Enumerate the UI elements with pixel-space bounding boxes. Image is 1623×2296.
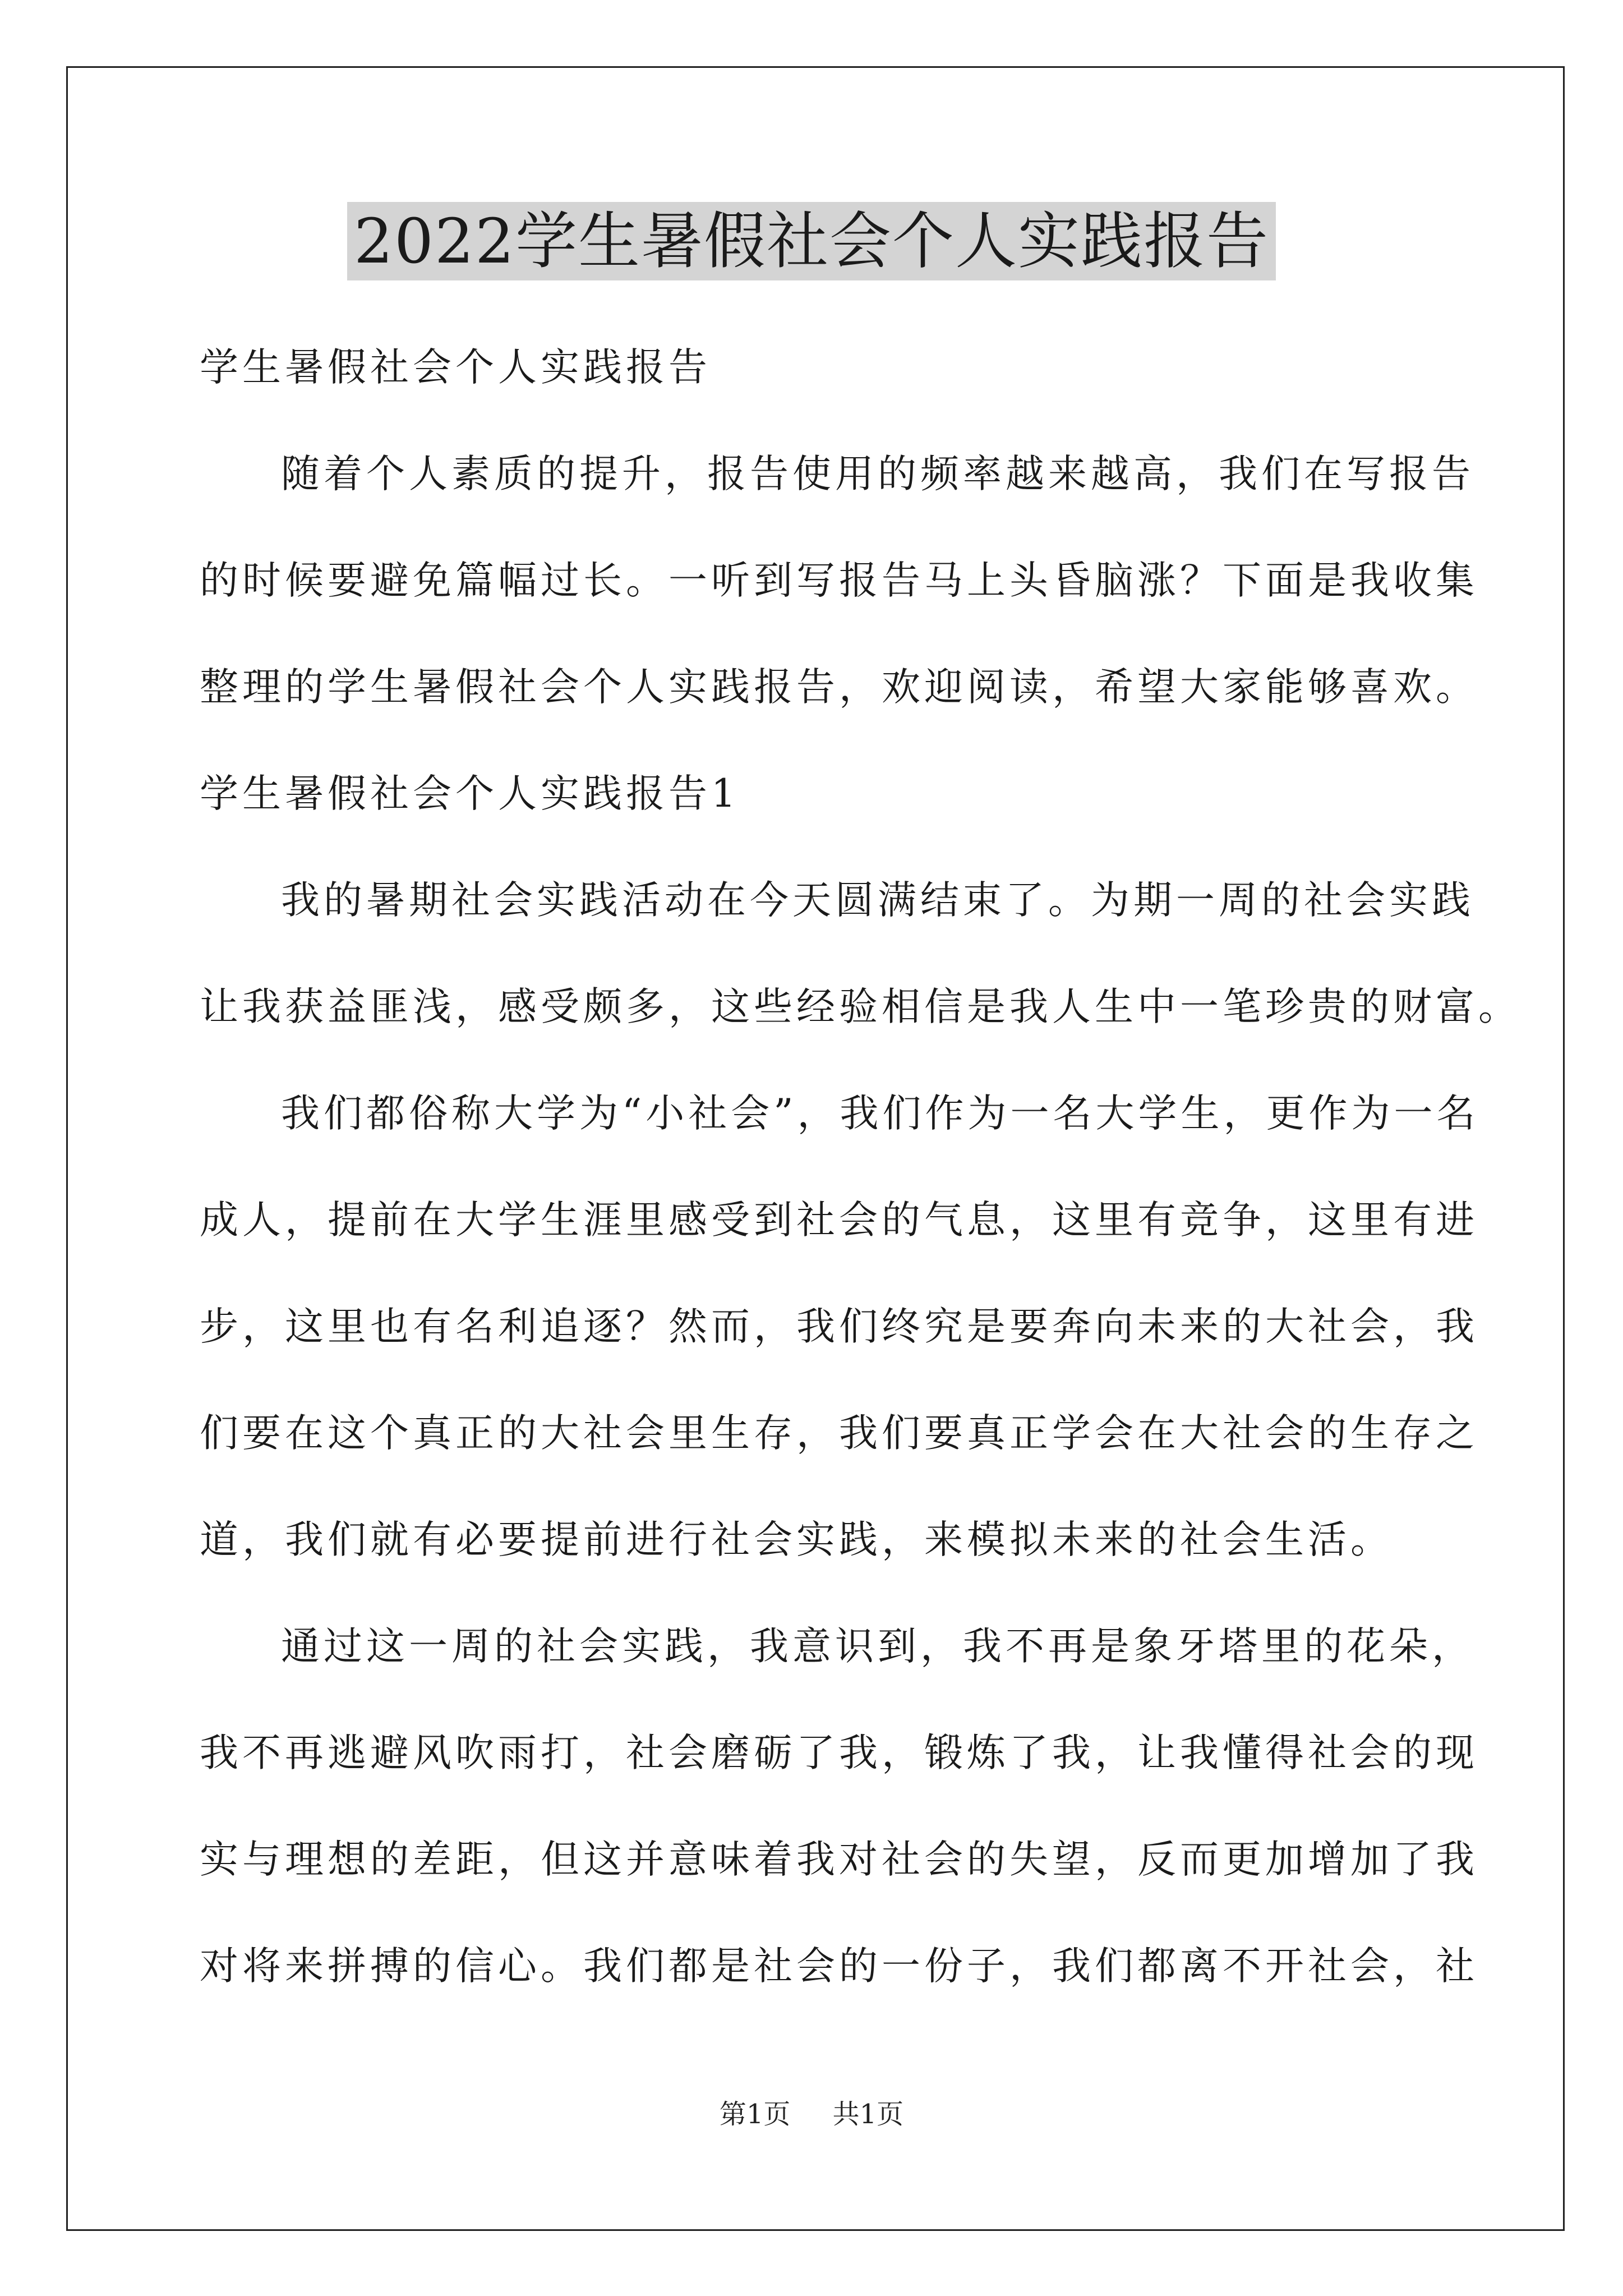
text-line: 道，我们就有必要提前进行社会实践，来模拟未来的社会生活。 — [200, 1517, 1393, 1562]
text-line: 让我获益匪浅，感受颇多，这些经验相信是我人生中一笔珍贵的财富。 — [200, 984, 1521, 1029]
text-line: 通过这一周的社会实践，我意识到，我不再是象牙塔里的花朵， — [281, 1624, 1474, 1669]
page-number-total: 共1页 — [832, 2099, 904, 2130]
text-line: 实与理想的差距，但这并意味着我对社会的失望，反而更加增加了我 — [200, 1837, 1478, 1882]
text-line: 学生暑假社会个人实践报告1 — [200, 771, 740, 816]
text-line: 随着个人素质的提升，报告使用的频率越来越高，我们在写报告 — [281, 452, 1474, 496]
text-line: 们要在这个真正的大社会里生存，我们要真正学会在大社会的生存之 — [200, 1411, 1478, 1456]
page-footer — [0, 2092, 1623, 2131]
document-title: 2022学生暑假社会个人实践报告 — [347, 202, 1276, 280]
page-number-current: 第1页 — [719, 2099, 791, 2130]
text-line: 我的暑期社会实践活动在今天圆满结束了。为期一周的社会实践 — [281, 878, 1474, 923]
text-line: 学生暑假社会个人实践报告 — [200, 345, 711, 390]
text-line: 我们都俗称大学为“小社会”，我们作为一名大学生，更作为一名 — [281, 1091, 1479, 1136]
text-line: 整理的学生暑假社会个人实践报告，欢迎阅读，希望大家能够喜欢。 — [200, 665, 1478, 710]
text-line: 的时候要避免篇幅过长。一听到写报告马上头昏脑涨？下面是我收集 — [200, 558, 1478, 603]
document-body — [200, 314, 1521, 2019]
title-area — [0, 202, 1623, 280]
text-line: 成人，提前在大学生涯里感受到社会的气息，这里有竞争，这里有进 — [200, 1198, 1478, 1243]
text-line: 步，这里也有名利追逐？然而，我们终究是要奔向未来的大社会，我 — [200, 1304, 1478, 1349]
text-line: 我不再逃避风吹雨打，社会磨砺了我，锻炼了我，让我懂得社会的现 — [200, 1731, 1478, 1775]
text-line: 对将来拼搏的信心。我们都是社会的一份子，我们都离不开社会，社 — [200, 1944, 1478, 1989]
